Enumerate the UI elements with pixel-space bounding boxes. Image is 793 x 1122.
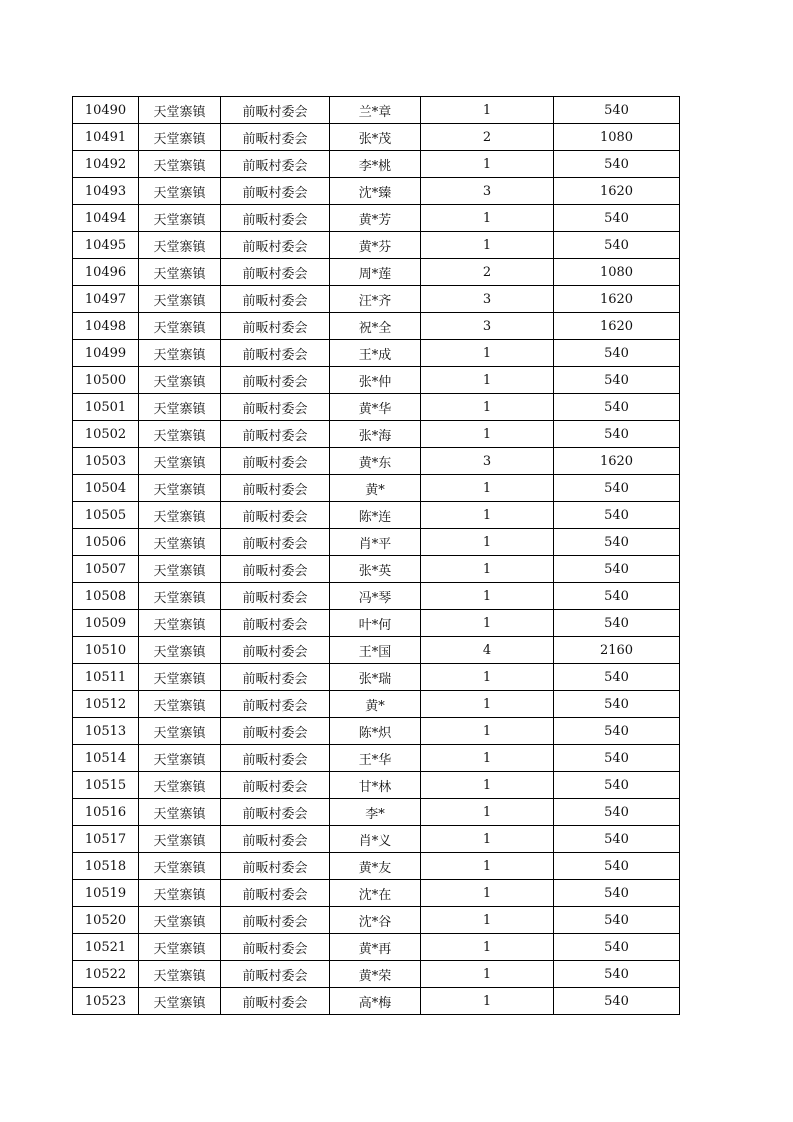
cell-person-name: 王*成: [330, 340, 421, 367]
cell-count: 1: [421, 880, 554, 907]
cell-record-id: 10516: [73, 799, 139, 826]
table-row: [73, 529, 680, 556]
cell-record-id: 10522: [73, 961, 139, 988]
cell-record-id: 10490: [73, 97, 139, 124]
cell-person-name: 王*国: [330, 637, 421, 664]
cell-count: 2: [421, 259, 554, 286]
table-row: [73, 637, 680, 664]
cell-town: 天堂寨镇: [139, 583, 221, 610]
table-row: [73, 610, 680, 637]
cell-amount: 540: [554, 232, 680, 259]
cell-count: 1: [421, 475, 554, 502]
cell-count: 1: [421, 664, 554, 691]
cell-record-id: 10503: [73, 448, 139, 475]
cell-count: 1: [421, 394, 554, 421]
cell-village-committee: 前畈村委会: [221, 124, 330, 151]
cell-record-id: 10507: [73, 556, 139, 583]
cell-amount: 540: [554, 394, 680, 421]
table-row: [73, 259, 680, 286]
table-row: [73, 826, 680, 853]
cell-record-id: 10511: [73, 664, 139, 691]
table-row: [73, 97, 680, 124]
cell-count: 1: [421, 934, 554, 961]
cell-record-id: 10497: [73, 286, 139, 313]
table-row: [73, 772, 680, 799]
cell-count: 2: [421, 124, 554, 151]
cell-amount: 1620: [554, 178, 680, 205]
cell-village-committee: 前畈村委会: [221, 232, 330, 259]
cell-village-committee: 前畈村委会: [221, 988, 330, 1015]
cell-record-id: 10517: [73, 826, 139, 853]
cell-amount: 540: [554, 691, 680, 718]
table-row: [73, 718, 680, 745]
cell-person-name: 陈*炽: [330, 718, 421, 745]
cell-amount: 540: [554, 853, 680, 880]
cell-person-name: 黄*再: [330, 934, 421, 961]
table-row: [73, 502, 680, 529]
cell-person-name: 兰*章: [330, 97, 421, 124]
table-row: [73, 745, 680, 772]
cell-record-id: 10502: [73, 421, 139, 448]
cell-person-name: 沈*臻: [330, 178, 421, 205]
cell-record-id: 10504: [73, 475, 139, 502]
cell-record-id: 10496: [73, 259, 139, 286]
cell-village-committee: 前畈村委会: [221, 961, 330, 988]
cell-person-name: 冯*琴: [330, 583, 421, 610]
cell-village-committee: 前畈村委会: [221, 205, 330, 232]
table-row: [73, 799, 680, 826]
cell-amount: 540: [554, 205, 680, 232]
cell-village-committee: 前畈村委会: [221, 421, 330, 448]
cell-amount: 540: [554, 367, 680, 394]
cell-village-committee: 前畈村委会: [221, 583, 330, 610]
cell-amount: 540: [554, 610, 680, 637]
cell-town: 天堂寨镇: [139, 907, 221, 934]
cell-amount: 1620: [554, 286, 680, 313]
cell-count: 1: [421, 583, 554, 610]
table-row: [73, 394, 680, 421]
cell-village-committee: 前畈村委会: [221, 178, 330, 205]
cell-person-name: 黄*芬: [330, 232, 421, 259]
cell-record-id: 10506: [73, 529, 139, 556]
cell-village-committee: 前畈村委会: [221, 448, 330, 475]
cell-village-committee: 前畈村委会: [221, 745, 330, 772]
cell-town: 天堂寨镇: [139, 718, 221, 745]
cell-town: 天堂寨镇: [139, 988, 221, 1015]
cell-town: 天堂寨镇: [139, 367, 221, 394]
cell-person-name: 张*瑞: [330, 664, 421, 691]
cell-person-name: 肖*平: [330, 529, 421, 556]
cell-amount: 540: [554, 475, 680, 502]
cell-town: 天堂寨镇: [139, 421, 221, 448]
cell-person-name: 叶*何: [330, 610, 421, 637]
cell-amount: 1080: [554, 124, 680, 151]
cell-record-id: 10495: [73, 232, 139, 259]
cell-village-committee: 前畈村委会: [221, 340, 330, 367]
cell-person-name: 沈*在: [330, 880, 421, 907]
table-row: [73, 934, 680, 961]
cell-town: 天堂寨镇: [139, 124, 221, 151]
table-row: [73, 178, 680, 205]
cell-village-committee: 前畈村委会: [221, 880, 330, 907]
cell-town: 天堂寨镇: [139, 961, 221, 988]
table-row: [73, 961, 680, 988]
cell-village-committee: 前畈村委会: [221, 556, 330, 583]
cell-record-id: 10505: [73, 502, 139, 529]
cell-count: 3: [421, 178, 554, 205]
subsidy-table: [72, 96, 680, 1015]
cell-amount: 540: [554, 583, 680, 610]
cell-town: 天堂寨镇: [139, 313, 221, 340]
cell-town: 天堂寨镇: [139, 556, 221, 583]
cell-count: 3: [421, 313, 554, 340]
cell-record-id: 10521: [73, 934, 139, 961]
table-row: [73, 583, 680, 610]
cell-town: 天堂寨镇: [139, 286, 221, 313]
cell-person-name: 沈*谷: [330, 907, 421, 934]
table-row: [73, 556, 680, 583]
cell-town: 天堂寨镇: [139, 97, 221, 124]
cell-count: 1: [421, 799, 554, 826]
cell-amount: 540: [554, 826, 680, 853]
cell-record-id: 10501: [73, 394, 139, 421]
cell-town: 天堂寨镇: [139, 772, 221, 799]
table-row: [73, 691, 680, 718]
cell-village-committee: 前畈村委会: [221, 97, 330, 124]
table-row: [73, 448, 680, 475]
cell-person-name: 王*华: [330, 745, 421, 772]
cell-count: 1: [421, 691, 554, 718]
table-row: [73, 286, 680, 313]
cell-person-name: 高*梅: [330, 988, 421, 1015]
cell-amount: 540: [554, 880, 680, 907]
cell-amount: 1620: [554, 448, 680, 475]
cell-record-id: 10509: [73, 610, 139, 637]
cell-town: 天堂寨镇: [139, 880, 221, 907]
cell-record-id: 10500: [73, 367, 139, 394]
cell-village-committee: 前畈村委会: [221, 637, 330, 664]
cell-amount: 1080: [554, 259, 680, 286]
cell-record-id: 10520: [73, 907, 139, 934]
cell-count: 1: [421, 97, 554, 124]
cell-village-committee: 前畈村委会: [221, 367, 330, 394]
cell-town: 天堂寨镇: [139, 934, 221, 961]
cell-town: 天堂寨镇: [139, 475, 221, 502]
cell-record-id: 10508: [73, 583, 139, 610]
cell-village-committee: 前畈村委会: [221, 151, 330, 178]
cell-town: 天堂寨镇: [139, 826, 221, 853]
table-row: [73, 232, 680, 259]
cell-count: 1: [421, 151, 554, 178]
cell-record-id: 10518: [73, 853, 139, 880]
cell-count: 1: [421, 718, 554, 745]
table-row: [73, 664, 680, 691]
cell-person-name: 李*: [330, 799, 421, 826]
cell-person-name: 肖*义: [330, 826, 421, 853]
cell-person-name: 张*英: [330, 556, 421, 583]
cell-amount: 540: [554, 988, 680, 1015]
cell-person-name: 黄*: [330, 475, 421, 502]
cell-person-name: 黄*友: [330, 853, 421, 880]
cell-record-id: 10493: [73, 178, 139, 205]
cell-count: 1: [421, 745, 554, 772]
cell-village-committee: 前畈村委会: [221, 502, 330, 529]
cell-amount: 540: [554, 934, 680, 961]
cell-record-id: 10510: [73, 637, 139, 664]
cell-amount: 1620: [554, 313, 680, 340]
cell-person-name: 周*莲: [330, 259, 421, 286]
cell-amount: 540: [554, 502, 680, 529]
cell-person-name: 汪*齐: [330, 286, 421, 313]
cell-village-committee: 前畈村委会: [221, 394, 330, 421]
cell-village-committee: 前畈村委会: [221, 313, 330, 340]
cell-town: 天堂寨镇: [139, 232, 221, 259]
table-row: [73, 421, 680, 448]
cell-town: 天堂寨镇: [139, 151, 221, 178]
cell-amount: 540: [554, 664, 680, 691]
cell-village-committee: 前畈村委会: [221, 664, 330, 691]
cell-count: 1: [421, 232, 554, 259]
cell-person-name: 黄*芳: [330, 205, 421, 232]
cell-person-name: 黄*华: [330, 394, 421, 421]
cell-town: 天堂寨镇: [139, 205, 221, 232]
cell-village-committee: 前畈村委会: [221, 475, 330, 502]
table-row: [73, 313, 680, 340]
table-row: [73, 853, 680, 880]
cell-village-committee: 前畈村委会: [221, 259, 330, 286]
cell-village-committee: 前畈村委会: [221, 853, 330, 880]
cell-count: 1: [421, 907, 554, 934]
cell-person-name: 黄*荣: [330, 961, 421, 988]
cell-count: 1: [421, 988, 554, 1015]
cell-amount: 540: [554, 799, 680, 826]
cell-amount: 540: [554, 151, 680, 178]
cell-amount: 540: [554, 340, 680, 367]
cell-record-id: 10498: [73, 313, 139, 340]
cell-village-committee: 前畈村委会: [221, 718, 330, 745]
cell-person-name: 张*仲: [330, 367, 421, 394]
cell-record-id: 10491: [73, 124, 139, 151]
cell-village-committee: 前畈村委会: [221, 799, 330, 826]
cell-village-committee: 前畈村委会: [221, 934, 330, 961]
table-body: [73, 97, 680, 1015]
cell-town: 天堂寨镇: [139, 691, 221, 718]
cell-amount: 2160: [554, 637, 680, 664]
cell-record-id: 10492: [73, 151, 139, 178]
cell-count: 1: [421, 826, 554, 853]
table-row: [73, 340, 680, 367]
cell-amount: 540: [554, 718, 680, 745]
table-row: [73, 475, 680, 502]
cell-count: 3: [421, 448, 554, 475]
cell-person-name: 黄*: [330, 691, 421, 718]
cell-town: 天堂寨镇: [139, 610, 221, 637]
cell-record-id: 10514: [73, 745, 139, 772]
table-row: [73, 367, 680, 394]
cell-person-name: 李*桃: [330, 151, 421, 178]
cell-town: 天堂寨镇: [139, 448, 221, 475]
cell-count: 1: [421, 772, 554, 799]
cell-person-name: 陈*连: [330, 502, 421, 529]
cell-amount: 540: [554, 556, 680, 583]
cell-record-id: 10499: [73, 340, 139, 367]
cell-count: 3: [421, 286, 554, 313]
cell-town: 天堂寨镇: [139, 394, 221, 421]
cell-record-id: 10519: [73, 880, 139, 907]
table-row: [73, 124, 680, 151]
cell-town: 天堂寨镇: [139, 664, 221, 691]
cell-town: 天堂寨镇: [139, 853, 221, 880]
cell-village-committee: 前畈村委会: [221, 772, 330, 799]
cell-amount: 540: [554, 529, 680, 556]
cell-town: 天堂寨镇: [139, 745, 221, 772]
cell-amount: 540: [554, 907, 680, 934]
table-row: [73, 880, 680, 907]
cell-amount: 540: [554, 97, 680, 124]
table-row: [73, 205, 680, 232]
cell-town: 天堂寨镇: [139, 799, 221, 826]
cell-village-committee: 前畈村委会: [221, 610, 330, 637]
cell-record-id: 10512: [73, 691, 139, 718]
table-row: [73, 907, 680, 934]
cell-record-id: 10513: [73, 718, 139, 745]
cell-village-committee: 前畈村委会: [221, 286, 330, 313]
cell-record-id: 10515: [73, 772, 139, 799]
cell-amount: 540: [554, 961, 680, 988]
cell-record-id: 10523: [73, 988, 139, 1015]
cell-count: 1: [421, 502, 554, 529]
cell-count: 4: [421, 637, 554, 664]
table-row: [73, 151, 680, 178]
cell-person-name: 祝*全: [330, 313, 421, 340]
cell-town: 天堂寨镇: [139, 502, 221, 529]
cell-count: 1: [421, 556, 554, 583]
cell-village-committee: 前畈村委会: [221, 691, 330, 718]
cell-village-committee: 前畈村委会: [221, 826, 330, 853]
cell-count: 1: [421, 367, 554, 394]
cell-count: 1: [421, 340, 554, 367]
cell-record-id: 10494: [73, 205, 139, 232]
cell-count: 1: [421, 853, 554, 880]
cell-town: 天堂寨镇: [139, 178, 221, 205]
document-page: [72, 96, 680, 1015]
cell-person-name: 黄*东: [330, 448, 421, 475]
cell-amount: 540: [554, 772, 680, 799]
cell-town: 天堂寨镇: [139, 340, 221, 367]
cell-amount: 540: [554, 745, 680, 772]
cell-village-committee: 前畈村委会: [221, 529, 330, 556]
cell-person-name: 张*海: [330, 421, 421, 448]
cell-town: 天堂寨镇: [139, 259, 221, 286]
cell-amount: 540: [554, 421, 680, 448]
cell-person-name: 张*茂: [330, 124, 421, 151]
cell-count: 1: [421, 610, 554, 637]
cell-count: 1: [421, 961, 554, 988]
cell-person-name: 甘*林: [330, 772, 421, 799]
cell-count: 1: [421, 205, 554, 232]
cell-town: 天堂寨镇: [139, 637, 221, 664]
cell-count: 1: [421, 421, 554, 448]
cell-town: 天堂寨镇: [139, 529, 221, 556]
table-row: [73, 988, 680, 1015]
cell-count: 1: [421, 529, 554, 556]
cell-village-committee: 前畈村委会: [221, 907, 330, 934]
